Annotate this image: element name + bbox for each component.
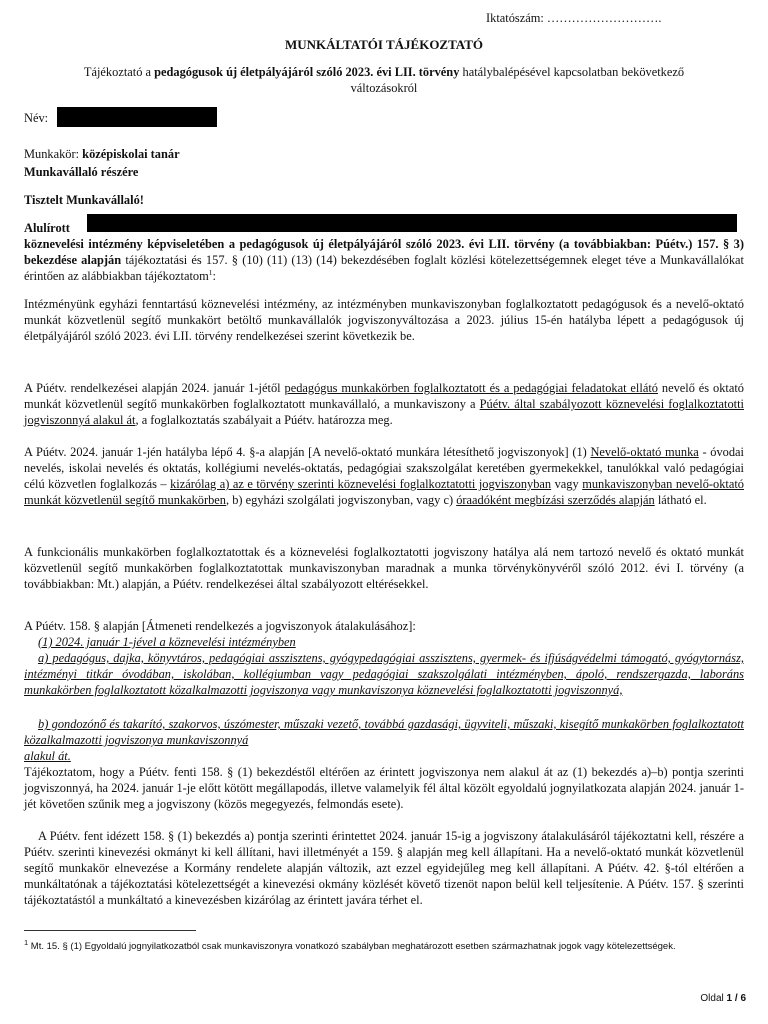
- quote-closing: [24, 748, 71, 764]
- document-title: MUNKÁLTATÓI TÁJÉKOZTATÓ: [284, 37, 484, 52]
- text-run: , b) egyházi szolgálati jogviszonyban, vagy c): [226, 493, 457, 507]
- text-run: A funkcionális munkakörben foglalkoztatottak és a köznevelési foglalkoztatotti jogviszony hatálya alá nem tartozó nevelő és oktató munkát közvetlenül segítő munkakörben foglalkoztatottak munkaviszonyban maradnak a munka törvénykönyvéről szóló 2012. évi I. törvény (a továbbiakban: Mt.) alapján, a Púétv. rendelkezései által szabályozott eltérésekkel.: [24, 545, 744, 591]
- salutation: Tisztelt Munkavállaló!: [24, 193, 144, 207]
- text-run: A Púétv. 2024. január 1-jén hatályba lépő 4. §-a alapján [A nevelő-oktató munkára létesíthető jogviszonyok] (1): [24, 445, 591, 459]
- text-run: Nevelő-oktató munka: [590, 445, 699, 459]
- intro-paragraph: [24, 236, 744, 284]
- text-run: pedagógusok új életpályájáról szóló 2023. évi LII. törvény: [154, 65, 460, 79]
- text-run: (1) 2024. január 1-jével a köznevelési intézményben: [38, 635, 296, 649]
- text-run: kizárólag a) az e törvény szerinti köznevelési foglalkoztatotti jogviszonyban: [170, 477, 552, 491]
- footnote-rule: [24, 930, 196, 931]
- text-run: Tájékoztató a: [83, 65, 155, 79]
- paragraph-exception: [24, 764, 744, 812]
- text-run: Tájékoztatom, hogy a Púétv. fenti 158. § (1) bekezdéstől eltérően az érintett jogviszonya nem alakul át az (1) bekezdés a)–b) pontja szerinti jogviszonnyá, ha 2024. január 1-je előtt kötött megállapodás, illetve valamelyik fél által közölt egyoldalú jognyilatkozata alapján 2024. január 1-jét követően szűnik meg a jogviszony (közös megegyezés, felmondás esete).: [24, 765, 744, 811]
- text-run: tájékoztatási és 157. § (10) (11) (13) (14) bekezdésében foglalt közlési kötelezettségemnek eleget téve a Munkavállalókat érintően az alábbiakban tájékoztatom: [24, 253, 744, 283]
- text-run: köznevelési intézmény képviseletében a pedagógusok új életpályájáról szóló 2023. évi LII. törvény (a továbbiakban: Púétv.) 157. § 3) bekezdése alapján: [24, 237, 744, 267]
- redacted-signatory: [87, 214, 737, 232]
- text-run: 1: [208, 267, 213, 277]
- text-run: óraadóként megbízási szerződés alapján: [456, 493, 655, 507]
- job-title: [24, 146, 180, 162]
- text-run: nevelő és oktató munkát közvetlenül segítő munkakörben foglalkoztatott munkavállaló, a munkaviszony a: [24, 381, 745, 411]
- text-run: A Púétv. 158. § alapján [Átmeneti rendelkezés a jogviszonyok átalakulásához]:: [24, 619, 416, 633]
- page-total: 6: [740, 993, 746, 1004]
- footnote: [24, 937, 744, 953]
- footnote-number: 1: [24, 937, 29, 947]
- name-label: Név:: [24, 111, 49, 125]
- text-run: pedagógus munkakörben foglalkoztatott és a pedagógiai feladatokat ellátó: [284, 381, 658, 395]
- text-run: b) gondozónő és takarító, szakorvos, úszómester, műszaki vezető, továbbá gazdasági, ügyviteli, műszaki, kisegítő munkakörben foglalkoztatott közalkalmazotti jogviszonya munkaviszonnyá: [24, 717, 744, 747]
- text-run: középiskolai tanár: [82, 147, 180, 161]
- text-run: látható el.: [654, 493, 707, 507]
- paragraph-conversion: [24, 380, 744, 428]
- quote-item-a: [24, 650, 744, 698]
- page-counter-label: Oldal: [700, 993, 727, 1004]
- text-run: alakul át.: [24, 749, 71, 763]
- text-run: munkaviszonya köznevelési foglalkoztatotti jogviszonnyá,: [338, 683, 623, 697]
- text-run: Munkakör:: [24, 147, 83, 161]
- text-run: hatálybalépésével kapcsolatban bekövetkező változásokról: [350, 65, 685, 95]
- recipient-line: Munkavállaló részére: [24, 165, 139, 179]
- page-separator: /: [732, 993, 741, 1004]
- quote-item-1: [38, 634, 738, 650]
- redacted-name: [57, 107, 217, 127]
- page-current: 1: [726, 993, 733, 1004]
- text-run: A Púétv. fent idézett 158. § (1) bekezdés a) pontja szerinti érintettet 2024. január 15-ig a jogviszony átalakulásáról tájékoztatni kell, részére a Púétv. szerinti kinevezési okmányt ki kell állítani, havi illetményét a 159. § alapján meg kell állapítani. Ha a nevelő-oktató munkát közvetlenül segítő munkakör elnevezése a Kormány rendelete alapján változik, azt ezzel egyidejűleg meg kell állapítani. A Púétv. 42. §-tól eltérően a munkáltatónak a tájékoztatási kötelezettségét a kinevezési okmány közlését követő tizenöt napon belül kell teljesítenie. A Púétv. 157. § szerinti tájékoztatástól a munkáltató a kinevezésben kizárólag az érintett javára térhet el.: [24, 829, 744, 907]
- document-subtitle: [52, 64, 716, 96]
- paragraph-section-4: [24, 444, 744, 508]
- text-run: A Púétv. rendelkezései alapján 2024. január 1-jétől: [24, 381, 285, 395]
- text-run: Intézményünk egyházi fenntartású köznevelési intézmény, az intézményben munkaviszonyban foglalkoztatott pedagógusok és a nevelő-oktató munkát közvetlenül segítő munkakört betöltő munkavállalók jogviszonyváltozása a 2023. július 15-én hatályba lépett a pedagógusok új életpályájáról szóló 2023. évi LII. törvény rendelkezései szerint következik be.: [24, 297, 744, 343]
- text-run: - óvodai nevelés, iskolai nevelés és oktatás, kollégiumi nevelés-oktatás, pedagógiai szakszolgálat keretében gyermekekkel, tanulókkal való pedagógiai célú közvetlen foglalkozás –: [24, 445, 744, 491]
- quote-item-b: [24, 716, 744, 748]
- text-run: munkaviszonyban nevelő-oktató munkát közvetlenül segítő munkakörben: [24, 477, 744, 507]
- paragraph-functional-roles: [24, 544, 744, 592]
- text-run: :: [212, 269, 216, 283]
- text-run: vagy: [551, 477, 583, 491]
- text-run: a) pedagógus, dajka, könyvtáros, pedagógiai asszisztens, gyógypedagógiai asszisztens, gyermek- és ifjúságvédelmi támogató, gyógytornász, intézményi titkár óvodában, iskolában, kollégiumban vagy pedagógiai szakszolgálati intézményben, ápoló, rendszergazda, laboráns munkakörben foglalkoztatott közalkalmazotti jogviszonya vagy: [24, 651, 744, 697]
- registry-number: Iktatószám: ……………………….: [486, 11, 662, 25]
- paragraph-section-158-intro: [24, 618, 744, 634]
- text-run: Púétv. által szabályozott köznevelési foglalkoztatotti jogviszonnyá alakul át: [24, 397, 744, 427]
- page-counter: [700, 992, 746, 1005]
- paragraph-notification-deadline: [24, 828, 744, 908]
- intro-word: Alulírott: [24, 221, 70, 235]
- paragraph-institution: [24, 296, 744, 344]
- text-run: , a foglalkoztatás szabályait a Púétv. határozza meg.: [135, 413, 393, 427]
- footnote-text: Mt. 15. § (1) Egyoldalú jognyilatkozatból csak munkaviszonyra vonatkozó szabályban meghatározott esetben származhatnak jogok vagy kötelezettségek.: [28, 941, 676, 952]
